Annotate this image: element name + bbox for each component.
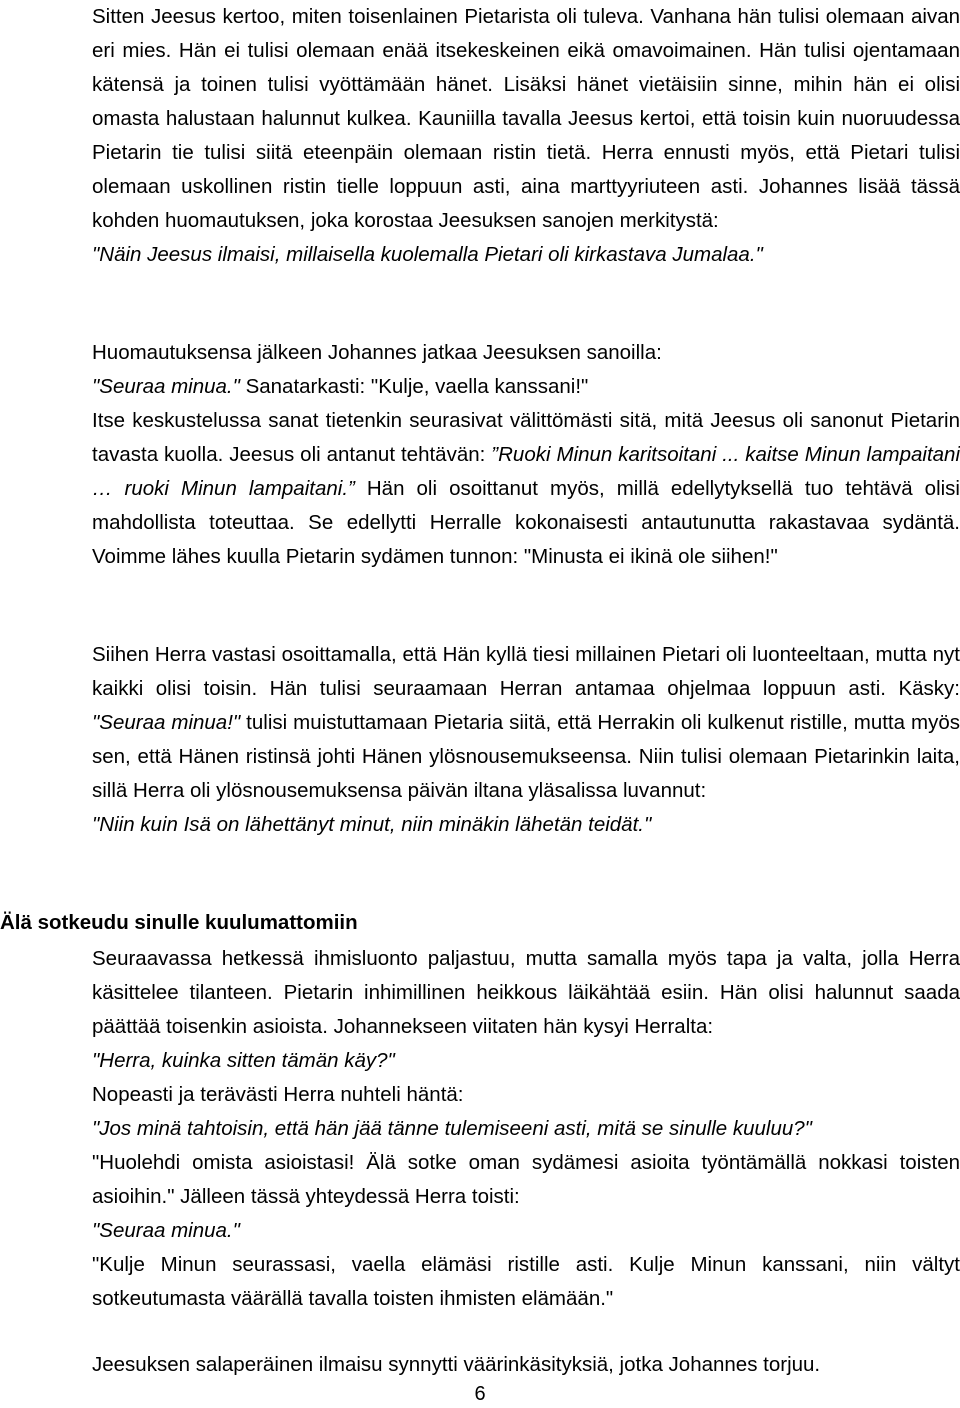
paragraph-answer-end: tulisi muistuttamaan Pietaria siitä, että Herrakin oli kulkenut ristille, mutta myös sen, että Hänen ristinsä johti Hänen ylösnousemukseensa. Niin tulisi olemaan Pietarinkin laita, sillä Herra oli ylösnousemuksensa päivän iltana yläsalissa luvannut:	[92, 711, 960, 802]
paragraph-continuation: Huomautuksensa jälkeen Johannes jatkaa Jeesuksen sanoilla:	[92, 341, 662, 364]
quote-herra-rebuke: "Jos minä tahtoisin, että hän jää tänne tulemiseeni asti, mitä se sinulle kuuluu?"	[92, 1117, 812, 1140]
quote-follow-me: "Seuraa minua."	[92, 375, 240, 398]
quote-sent: "Niin kuin Isä on lähettänyt minut, niin minäkin lähetän teidät."	[92, 813, 652, 836]
section-misunderstanding	[92, 1348, 960, 1382]
quote-peter-question: "Herra, kuinka sitten tämän käy?"	[92, 1049, 395, 1072]
section-dont-meddle	[92, 942, 960, 1316]
section-herra-answer	[92, 638, 960, 842]
paragraph-task-end: Hän oli osoittanut myös, millä edellytyksellä tuo tehtävä olisi mahdollista toteuttaa. Se edellytti Herralle kokonaisesti antautunutta rakastavaa sydäntä. Voimme lähes kuulla Pietarin sydämen tunnon: "Minusta ei ikinä ole siihen!"	[92, 477, 960, 568]
paragraph-human-nature: Seuraavassa hetkessä ihmisluonto paljastuu, mutta samalla myös tapa ja valta, jolla Herra käsittelee tilanteen. Pietarin inhimillinen heikkous läikähtää esiin. Hän olisi halunnut saada päättää toisenkin asioista. Johannekseen viitaten hän kysyi Herralta:	[92, 947, 960, 1038]
quote-follow-me-again: "Seuraa minua."	[92, 1219, 240, 1242]
paragraph-task	[92, 404, 960, 574]
paragraph-own-affairs: "Huolehdi omista asioistasi! Älä sotke oman sydämesi asioita työntämällä nokkasi toisten asioihin." Jälleen tässä yhteydessä Herra toisti:	[92, 1151, 960, 1208]
paragraph-misunderstanding: Jeesuksen salaperäinen ilmaisu synnytti väärinkäsityksiä, jotka Johannes torjuu.	[92, 1353, 821, 1376]
paragraph-walk-with-me: "Kulje Minun seurassasi, vaella elämäsi ristille asti. Kulje Minun kanssani, niin vältyt sotkeutumasta väärällä tavalla toisten ihmisten elämään."	[92, 1253, 960, 1310]
quote-command: "Seuraa minua!"	[92, 711, 241, 734]
section-follow-me	[92, 336, 960, 574]
paragraph-peter-future: Sitten Jeesus kertoo, miten toisenlainen Pietarista oli tuleva. Vanhana hän tulisi olemaan aivan eri mies. Hän ei tulisi olemaan enää itsekeskeinen eikä omavoimainen. Hän tulisi ojentamaan kätensä ja toinen tulisi vyöttämään hänet. Lisäksi hänet vietäisiin sinne, mihin hän ei olisi omasta halustaan halunnut kulkea. Kauniilla tavalla Jeesus kertoi, että toisin kuin nuoruudessa Pietarin tie tulisi siitä eteenpäin olemaan ristin tietä. Herra ennusti myös, että Pietari tulisi olemaan uskollinen ristin tielle loppuun asti, aina marttyyriuteen asti. Johannes lisää tässä kohden huomautuksen, joka korostaa Jeesuksen sanojen merkitystä:	[92, 5, 960, 232]
section-heading: Älä sotkeudu sinulle kuulumattomiin	[0, 911, 358, 934]
literal-translation: Sanatarkasti: "Kulje, vaella kanssani!"	[239, 375, 589, 398]
paragraph-answer-start: Siihen Herra vastasi osoittamalla, että Hän kyllä tiesi millainen Pietari oli luonteeltaan, mutta nyt kaikki olisi toisin. Hän tulisi seuraamaan Herran antamaa ohjelmaa loppuun asti. Käsky:	[92, 643, 960, 700]
quote-follow-me-line	[92, 370, 960, 404]
section-peter-future	[92, 0, 960, 272]
quote-feed-my-sheep: ”Ruoki Minun karitsoitani ... kaitse Minun lampaitani … ruoki Minun lampaitani.”	[92, 443, 960, 500]
quote-glorify-god: "Näin Jeesus ilmaisi, millaisella kuolemalla Pietari oli kirkastava Jumalaa."	[92, 243, 763, 266]
paragraph-task-start: Itse keskustelussa sanat tietenkin seurasivat välittömästi sitä, mitä Jeesus oli sanonut Pietarin tavasta kuolla. Jeesus oli antanut tehtävän:	[92, 409, 960, 466]
paragraph-herra-answer	[92, 638, 960, 808]
page-number: 6	[474, 1383, 486, 1405]
paragraph-rebuke: Nopeasti ja terävästi Herra nuhteli häntä:	[92, 1083, 464, 1106]
